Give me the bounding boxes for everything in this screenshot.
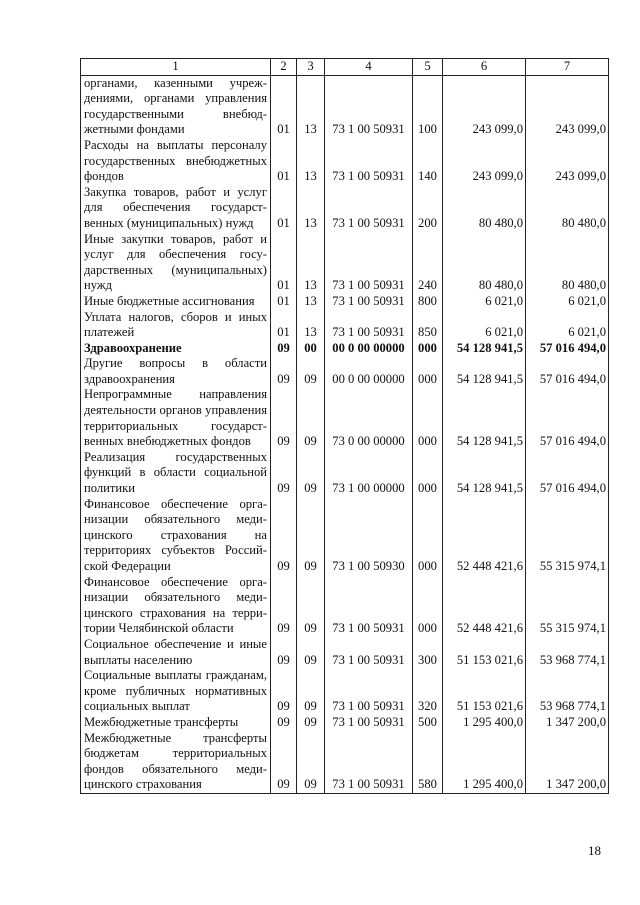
amount-year2-cell: 55 315 974,1 (526, 497, 609, 575)
section-code-cell: 09 (271, 497, 297, 575)
table-row (81, 356, 609, 387)
amount-year2-cell: 57 016 494,0 (526, 356, 609, 387)
subsection-code-cell: 09 (297, 668, 325, 715)
expense-type-cell: 300 (413, 637, 443, 668)
section-code-cell: 09 (271, 341, 297, 357)
expense-type-cell: 140 (413, 138, 443, 185)
row-name-cell: Непрограммные направления деятельности органов управления территориальных государственных внебюджетных фондов (81, 387, 271, 449)
table-row (81, 637, 609, 668)
amount-year2-cell: 80 480,0 (526, 185, 609, 232)
row-name-cell: Реализация государственных функций в области социальной политики (81, 450, 271, 497)
row-name-cell: Финансовое обеспечение организации обязательного медицинского страхования на территориях субъектов Российской Федерации (81, 497, 271, 575)
amount-year1-cell: 54 128 941,5 (443, 341, 526, 357)
column-header: 7 (526, 59, 609, 76)
expense-type-cell: 580 (413, 731, 443, 794)
expense-type-cell: 000 (413, 341, 443, 357)
subsection-code-cell: 13 (297, 75, 325, 138)
section-code-cell: 01 (271, 294, 297, 310)
amount-year1-cell: 80 480,0 (443, 185, 526, 232)
column-header: 3 (297, 59, 325, 76)
target-article-cell: 73 1 00 50931 (325, 637, 413, 668)
table-row (81, 294, 609, 310)
column-header: 6 (443, 59, 526, 76)
amount-year2-cell: 80 480,0 (526, 232, 609, 294)
subsection-code-cell: 09 (297, 450, 325, 497)
row-name-cell: Межбюджетные трансферты (81, 715, 271, 731)
section-code-cell: 01 (271, 75, 297, 138)
expense-type-cell: 000 (413, 356, 443, 387)
row-name-cell: Межбюджетные трансферты бюджетам территориальных фондов обязательного медицинского страхования (81, 731, 271, 794)
section-code-cell: 09 (271, 668, 297, 715)
expense-type-cell: 000 (413, 575, 443, 637)
subsection-code-cell: 13 (297, 310, 325, 341)
expense-type-cell: 240 (413, 232, 443, 294)
row-name-cell: Социальное обеспечение и иные выплаты населению (81, 637, 271, 668)
table-row (81, 668, 609, 715)
subsection-code-cell: 09 (297, 356, 325, 387)
row-name-cell: органами, казенными учреждениями, органами управления государственными внебюджетными фондами (81, 75, 271, 138)
table-row (81, 75, 609, 138)
amount-year1-cell: 54 128 941,5 (443, 387, 526, 449)
amount-year1-cell: 51 153 021,6 (443, 668, 526, 715)
target-article-cell: 73 1 00 50931 (325, 575, 413, 637)
table-row (81, 185, 609, 232)
row-name-cell: Иные закупки товаров, работ и услуг для обеспечения государственных (муниципальных) нужд (81, 232, 271, 294)
table-row (81, 497, 609, 575)
subsection-code-cell: 09 (297, 575, 325, 637)
column-header: 2 (271, 59, 297, 76)
amount-year1-cell: 243 099,0 (443, 75, 526, 138)
page-number: 18 (588, 843, 601, 858)
amount-year1-cell: 54 128 941,5 (443, 450, 526, 497)
expense-type-cell: 200 (413, 185, 443, 232)
amount-year1-cell: 1 295 400,0 (443, 715, 526, 731)
target-article-cell: 73 1 00 50931 (325, 310, 413, 341)
section-code-cell: 01 (271, 232, 297, 294)
amount-year2-cell: 55 315 974,1 (526, 575, 609, 637)
table-row (81, 341, 609, 357)
section-code-cell: 09 (271, 387, 297, 449)
subsection-code-cell: 13 (297, 232, 325, 294)
subsection-code-cell: 13 (297, 138, 325, 185)
target-article-cell: 73 1 00 50931 (325, 294, 413, 310)
target-article-cell: 73 1 00 00000 (325, 450, 413, 497)
table-body (81, 75, 609, 793)
section-code-cell: 09 (271, 731, 297, 794)
table-row (81, 310, 609, 341)
amount-year1-cell: 54 128 941,5 (443, 356, 526, 387)
section-code-cell: 01 (271, 310, 297, 341)
row-name-cell: Закупка товаров, работ и услуг для обеспечения государственных (муниципальных) нужд (81, 185, 271, 232)
section-code-cell: 01 (271, 185, 297, 232)
amount-year1-cell: 52 448 421,6 (443, 497, 526, 575)
column-header: 1 (81, 59, 271, 76)
row-name-cell: Другие вопросы в области здравоохранения (81, 356, 271, 387)
expense-type-cell: 800 (413, 294, 443, 310)
subsection-code-cell: 09 (297, 387, 325, 449)
target-article-cell: 73 0 00 00000 (325, 387, 413, 449)
amount-year2-cell: 57 016 494,0 (526, 341, 609, 357)
amount-year1-cell: 6 021,0 (443, 310, 526, 341)
expense-type-cell: 850 (413, 310, 443, 341)
row-name-cell: Финансовое обеспечение организации обязательного медицинского страхования на территории Челябинской области (81, 575, 271, 637)
target-article-cell: 73 1 00 50931 (325, 731, 413, 794)
column-header: 5 (413, 59, 443, 76)
amount-year1-cell: 52 448 421,6 (443, 575, 526, 637)
target-article-cell: 00 0 00 00000 (325, 341, 413, 357)
header-row (81, 59, 609, 76)
amount-year2-cell: 6 021,0 (526, 310, 609, 341)
table-header (81, 59, 609, 76)
section-code-cell: 01 (271, 138, 297, 185)
section-code-cell: 09 (271, 637, 297, 668)
table-row (81, 731, 609, 794)
amount-year2-cell: 243 099,0 (526, 138, 609, 185)
column-header: 4 (325, 59, 413, 76)
target-article-cell: 00 0 00 00000 (325, 356, 413, 387)
row-name-cell: Уплата налогов, сборов и иных платежей (81, 310, 271, 341)
target-article-cell: 73 1 00 50931 (325, 232, 413, 294)
row-name-cell: Социальные выплаты гражданам, кроме публичных нормативных социальных выплат (81, 668, 271, 715)
expense-type-cell: 500 (413, 715, 443, 731)
table-row (81, 575, 609, 637)
amount-year2-cell: 57 016 494,0 (526, 450, 609, 497)
table-row (81, 450, 609, 497)
subsection-code-cell: 09 (297, 731, 325, 794)
subsection-code-cell: 13 (297, 185, 325, 232)
subsection-code-cell: 00 (297, 341, 325, 357)
target-article-cell: 73 1 00 50931 (325, 185, 413, 232)
expense-type-cell: 000 (413, 497, 443, 575)
budget-table-container (80, 58, 608, 794)
table-row (81, 715, 609, 731)
subsection-code-cell: 09 (297, 497, 325, 575)
amount-year2-cell: 243 099,0 (526, 75, 609, 138)
budget-table (80, 58, 609, 794)
table-row (81, 387, 609, 449)
expense-type-cell: 100 (413, 75, 443, 138)
amount-year2-cell: 57 016 494,0 (526, 387, 609, 449)
target-article-cell: 73 1 00 50931 (325, 75, 413, 138)
amount-year2-cell: 53 968 774,1 (526, 668, 609, 715)
table-row (81, 138, 609, 185)
subsection-code-cell: 13 (297, 294, 325, 310)
subsection-code-cell: 09 (297, 637, 325, 668)
section-code-cell: 09 (271, 450, 297, 497)
expense-type-cell: 000 (413, 387, 443, 449)
target-article-cell: 73 1 00 50931 (325, 668, 413, 715)
expense-type-cell: 320 (413, 668, 443, 715)
subsection-code-cell: 09 (297, 715, 325, 731)
amount-year2-cell: 1 347 200,0 (526, 715, 609, 731)
section-code-cell: 09 (271, 356, 297, 387)
amount-year2-cell: 1 347 200,0 (526, 731, 609, 794)
amount-year1-cell: 6 021,0 (443, 294, 526, 310)
amount-year1-cell: 1 295 400,0 (443, 731, 526, 794)
row-name-cell: Расходы на выплаты персоналу государственных внебюджетных фондов (81, 138, 271, 185)
amount-year2-cell: 6 021,0 (526, 294, 609, 310)
amount-year1-cell: 80 480,0 (443, 232, 526, 294)
row-name-cell: Иные бюджетные ассигнования (81, 294, 271, 310)
section-code-cell: 09 (271, 715, 297, 731)
amount-year1-cell: 243 099,0 (443, 138, 526, 185)
table-row (81, 232, 609, 294)
target-article-cell: 73 1 00 50930 (325, 497, 413, 575)
amount-year2-cell: 53 968 774,1 (526, 637, 609, 668)
target-article-cell: 73 1 00 50931 (325, 138, 413, 185)
amount-year1-cell: 51 153 021,6 (443, 637, 526, 668)
section-code-cell: 09 (271, 575, 297, 637)
expense-type-cell: 000 (413, 450, 443, 497)
row-name-cell: Здравоохранение (81, 341, 271, 357)
target-article-cell: 73 1 00 50931 (325, 715, 413, 731)
